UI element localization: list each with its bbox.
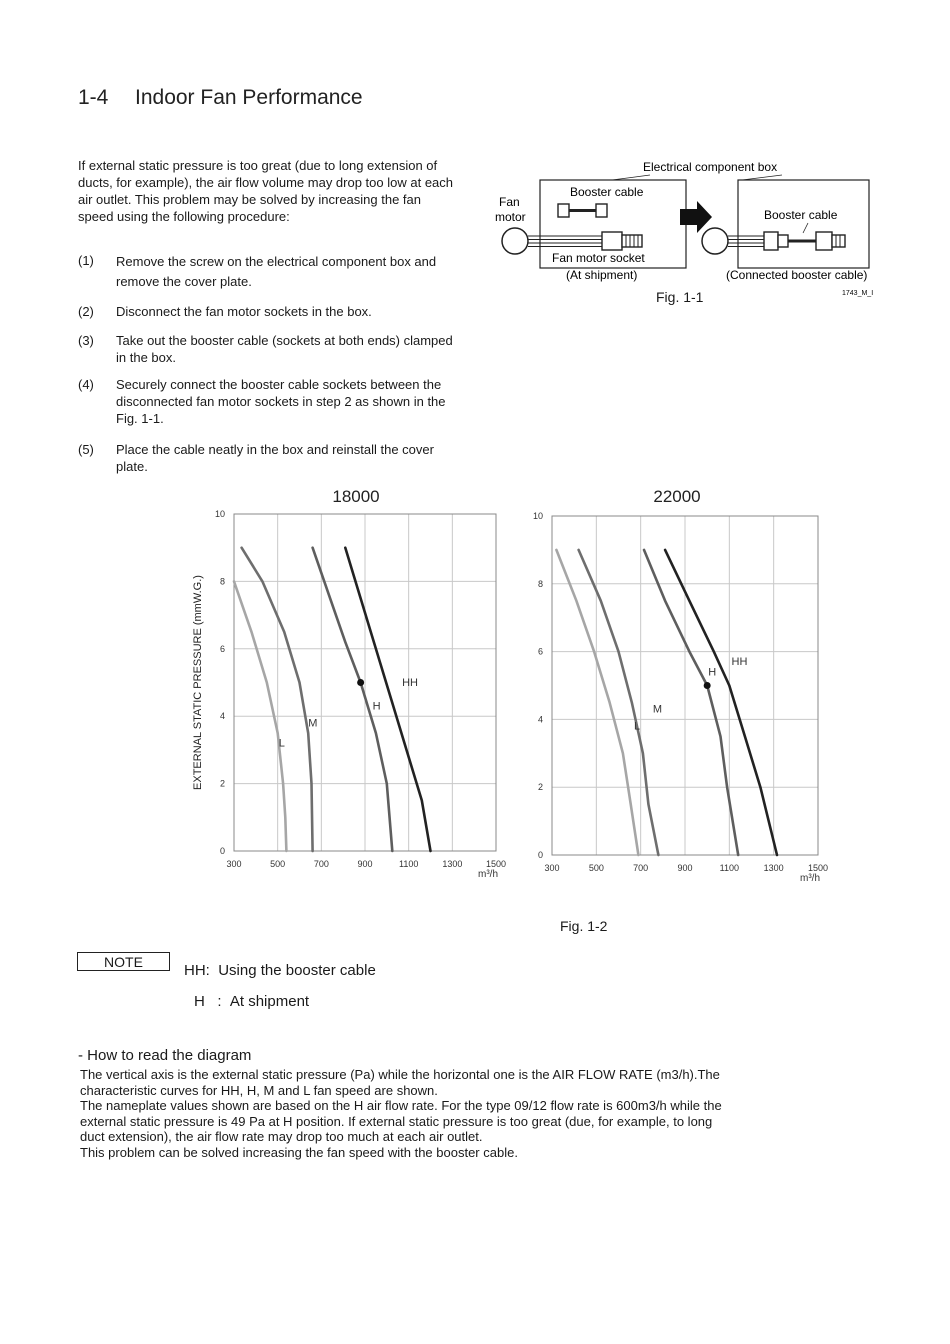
x-tick-label: 1100 xyxy=(719,863,740,873)
series-line-m xyxy=(242,548,313,851)
fig-1-1-caption: Fig. 1-1 xyxy=(656,289,704,305)
howto-line: characteristic curves for HH, H, M and L fan speed are shown. xyxy=(80,1082,438,1098)
y-tick-label: 4 xyxy=(219,711,225,722)
note-label: NOTE xyxy=(77,952,170,971)
x-tick-label: 1300 xyxy=(442,859,463,869)
series-line-h xyxy=(313,548,393,851)
x-tick-label: 700 xyxy=(313,859,329,869)
fig-1-2-caption: Fig. 1-2 xyxy=(560,918,608,934)
y-tick-label: 6 xyxy=(537,646,543,657)
howto-line: duct extension), the air flow rate may drop too much at each air outlet. xyxy=(80,1129,483,1145)
curve-label-l: L xyxy=(634,720,641,733)
page-title xyxy=(78,86,363,110)
section-title: Indoor Fan Performance xyxy=(135,86,363,109)
y-tick-label: 8 xyxy=(537,578,543,589)
note-h-sep: : xyxy=(217,993,222,1010)
note-hh-key: HH: xyxy=(184,962,210,979)
x-tick-label: 900 xyxy=(677,863,693,873)
y-tick-label: 2 xyxy=(219,778,225,789)
step-number: (2) xyxy=(78,304,94,319)
x-tick-label: 1500 xyxy=(485,859,507,869)
y-tick-label: 10 xyxy=(532,511,543,521)
step-number: (3) xyxy=(78,333,94,348)
y-tick-label: 0 xyxy=(219,846,225,856)
figure-code: 1743_M_I xyxy=(842,290,874,297)
series-line-m xyxy=(579,550,659,855)
leader-line xyxy=(612,175,650,180)
x-tick-label: 1100 xyxy=(398,859,419,869)
note-h xyxy=(194,993,309,1010)
booster-cable-icon xyxy=(558,204,607,217)
step-text: Disconnect the fan motor sockets in the box. xyxy=(116,304,372,319)
section-number: 1-4 xyxy=(78,86,109,109)
x-tick-label: 1300 xyxy=(763,863,784,873)
x-tick-label: 500 xyxy=(588,863,604,873)
x-tick-label: 700 xyxy=(633,863,649,873)
chart-title: 18000 xyxy=(332,487,380,506)
curve-label-h: H xyxy=(708,666,717,679)
electrical-box-label: Electrical component box xyxy=(643,160,778,174)
howto-line: external static pressure is 49 Pa at H position. If external static pressure is too great (due, for example, to long xyxy=(80,1113,713,1129)
step-text: Securely connect the booster cable sockets between the disconnected fan motor sockets in step 2 as shown in the Fig. 1-1. xyxy=(116,377,446,426)
step-text: Place the cable neatly in the box and reinstall the cover plate. xyxy=(116,442,434,474)
y-axis-label: EXTERNAL STATIC PRESSURE (mmW.G.) xyxy=(192,575,204,790)
fan-motor-icon xyxy=(702,228,728,254)
fan-motor-label-1: Fan xyxy=(499,195,520,209)
booster-cable-label-left: Booster cable xyxy=(570,185,644,199)
note-hh-text: Using the booster cable xyxy=(218,962,376,979)
note-hh xyxy=(184,962,376,979)
note-h-key: H xyxy=(194,993,205,1010)
fan-motor-socket-label: Fan motor socket xyxy=(552,251,645,265)
fan-motor-icon xyxy=(502,228,528,254)
howto-title: - How to read the diagram xyxy=(78,1047,252,1064)
motor-cable xyxy=(528,236,602,247)
x-unit-label: m³/h xyxy=(800,873,820,884)
series-line-hh xyxy=(665,550,777,855)
intro-paragraph: If external static pressure is too great (due to long extension of ducts, for example), the air flow volume may drop too low at each air outlet. This problem may be solved by increasing the fan speed using the following procedure: xyxy=(78,158,454,224)
component-box-right xyxy=(738,180,869,268)
curve-label-hh: HH xyxy=(402,676,419,689)
y-tick-label: 6 xyxy=(219,643,225,654)
connected-label: (Connected booster cable) xyxy=(726,268,868,282)
curve-label-m: M xyxy=(308,717,318,730)
y-tick-label: 2 xyxy=(537,782,543,793)
wiring-diagram xyxy=(490,155,900,300)
at-shipment-label: (At shipment) xyxy=(566,268,638,282)
arrow-right-icon xyxy=(680,201,712,233)
curve-label-l: L xyxy=(278,737,285,750)
connected-cable xyxy=(728,232,845,250)
y-tick-label: 8 xyxy=(219,576,225,587)
leader-line xyxy=(742,175,782,180)
note-h-text: At shipment xyxy=(229,993,310,1010)
howto-line: The vertical axis is the external static pressure (Pa) while the horizontal one is the AIR FLOW RATE (m3/h).The xyxy=(80,1067,720,1082)
fan-performance-charts xyxy=(180,478,850,898)
curve-label-h: H xyxy=(372,700,381,713)
x-tick-label: 300 xyxy=(226,859,242,869)
booster-cable-label-right: Booster cable xyxy=(764,208,838,222)
fan-motor-socket-icon xyxy=(602,232,642,250)
y-tick-label: 0 xyxy=(537,850,543,860)
step-number: (5) xyxy=(78,442,94,457)
step-text: Take out the booster cable (sockets at both ends) clamped in the box. xyxy=(116,333,453,365)
y-tick-label: 4 xyxy=(537,714,543,725)
chart-title: 22000 xyxy=(653,487,701,506)
series-line-h xyxy=(644,550,738,855)
howto-body xyxy=(80,1067,860,1161)
operating-point-marker xyxy=(704,682,711,689)
x-tick-label: 500 xyxy=(270,859,286,869)
step-number: (4) xyxy=(78,377,94,392)
curve-label-m: M xyxy=(652,703,663,716)
howto-line: This problem can be solved increasing the fan speed with the booster cable. xyxy=(80,1144,518,1160)
operating-point-marker xyxy=(357,679,364,686)
x-unit-label: m³/h xyxy=(478,869,498,880)
fan-motor-label-2: motor xyxy=(495,210,526,224)
leader-line xyxy=(803,223,808,233)
step-text: Remove the screw on the electrical component box and remove the cover plate. xyxy=(116,254,437,289)
curve-label-hh: HH xyxy=(731,656,748,669)
x-tick-label: 1500 xyxy=(807,863,829,873)
step-number: (1) xyxy=(78,253,94,268)
howto-line: The nameplate values shown are based on the H air flow rate. For the type 09/12 flow rate is 600m3/h while the xyxy=(80,1098,722,1114)
y-tick-label: 10 xyxy=(214,509,225,519)
x-tick-label: 300 xyxy=(544,863,560,873)
x-tick-label: 900 xyxy=(357,859,373,869)
